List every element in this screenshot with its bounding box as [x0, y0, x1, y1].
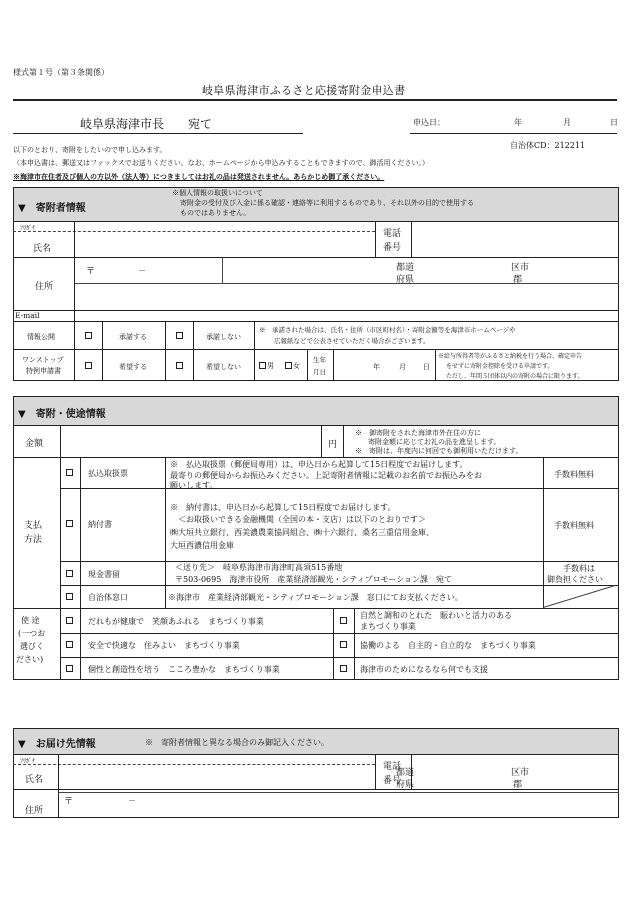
checkbox-icon[interactable]: [66, 617, 73, 624]
donor-email-field[interactable]: [76, 311, 617, 320]
onestop-note-3: ただし、年間５団体以内の寄附の場合に限ります。: [446, 373, 584, 380]
intro-line-1: 以下のとおり、寄附をしたいので申し込みます。: [13, 146, 167, 154]
method-payment-desc-2: ＜お取扱いできる金融機関（全国の本・支店）は以下のとおりです＞: [178, 515, 426, 524]
delivery-header-label: お届け先情報: [35, 739, 96, 750]
usage-label-3: 選びく: [20, 642, 44, 651]
usage-anything: 海津市のためになるなら何でも支援: [360, 665, 488, 674]
checkbox-icon[interactable]: [176, 332, 183, 339]
method-mail-desc-1: ＜送り先＞ 岐阜県海津市海津町高須515番地: [175, 563, 343, 572]
delivery-header: [18, 735, 96, 750]
onestop-note-1: ※給与所得者等がふるさと納税を行う場合、確定申告: [438, 353, 583, 360]
phone-label-1: 電話: [383, 229, 402, 239]
disclosure-label: 情報公開: [27, 333, 55, 341]
disclosure-note-1: ※ 承諾された場合は、氏名・住所（市区町村名）・寄附金額等を海津市ホームページや: [259, 326, 516, 334]
amount-label: 金額: [25, 439, 44, 449]
checkbox-icon[interactable]: [176, 362, 183, 369]
delivery-postal-mark: 〒: [64, 797, 74, 807]
usage-cooperation: 協働のよる 自主的・自立的な まちづくり事業: [360, 641, 536, 650]
checkbox-icon[interactable]: [340, 617, 347, 624]
prefecture-label-1: 都道: [396, 263, 415, 273]
donation-header: [18, 405, 106, 420]
method-payment-desc-3: ㈱大垣共立銀行、西美濃農業協同組合、㈱十六銀行、桑名三重信用金庫、: [170, 528, 434, 537]
amount-note-2: 寄附金額に応じてお礼の品を進呈します。: [368, 438, 501, 446]
donor-address-field[interactable]: [76, 285, 617, 309]
usage-nature-2: まちづくり事業: [360, 622, 416, 631]
checkbox-icon[interactable]: [66, 593, 73, 600]
address-label: 住所: [35, 282, 54, 292]
disclosure-deny: 承諾しない: [206, 333, 241, 341]
method-transfer-slip: 払込取扱票: [88, 469, 128, 478]
method-payment-desc-4: 大垣西濃信用金庫: [170, 541, 234, 550]
delivery-phone-2: 番号: [383, 776, 402, 786]
privacy-note-3: ものではありません。: [180, 209, 251, 217]
usage-health: だれもが健康で 笑顔あふれる まちづくり事業: [88, 617, 264, 626]
gender-male: 男: [267, 362, 274, 370]
method-payment-desc-1: ※ 納付書は、申込日から起算して15日程度でお届けします。: [170, 503, 396, 512]
birth-day[interactable]: 日: [423, 363, 430, 371]
title-rule: [13, 99, 617, 101]
delivery-pref-1: 都道: [396, 768, 415, 778]
notice-text: ※海津市在住者及び個人の方以外（法人等）につきましてはお礼の品は発送されません。あらかじめ御了承ください。: [13, 172, 385, 181]
triangle-down-icon: ▼: [18, 739, 26, 750]
checkbox-icon[interactable]: [66, 570, 73, 577]
checkbox-icon[interactable]: [66, 641, 73, 648]
date-underline: [410, 133, 617, 134]
donation-header-label: 寄附・使途情報: [35, 409, 106, 420]
yen-label: 円: [328, 440, 338, 450]
delivery-furigana-label: ﾌﾘｶﾞﾅ: [20, 758, 36, 765]
delivery-postal-dash: －: [128, 796, 136, 805]
gender-female: 女: [293, 362, 300, 370]
furigana-label: ﾌﾘｶﾞﾅ: [20, 225, 36, 232]
amount-note-1: ※ 御寄附をされた海津市外在住の方に: [355, 429, 481, 437]
method-transfer-fee: 手数料無料: [554, 470, 594, 479]
donor-header: [18, 199, 86, 214]
donor-name-field[interactable]: [76, 232, 373, 256]
city-label-2: 郡: [513, 275, 523, 285]
amount-note-3: ※ 寄附は、年度内に何回でも御利用いただけます。: [355, 447, 523, 455]
birth-year[interactable]: 年: [373, 363, 380, 371]
delivery-name-label: 氏名: [25, 775, 44, 785]
disclosure-approve: 承諾する: [119, 333, 147, 341]
method-transfer-desc-3: 願いします。: [170, 481, 218, 490]
delivery-city-1: 区市: [511, 768, 530, 778]
delivery-name-field[interactable]: [60, 765, 373, 788]
delivery-city-2: 郡: [513, 780, 523, 790]
addressee-underline: [13, 133, 303, 134]
method-payment-slip: 納付書: [88, 520, 112, 529]
payment-label-2: 方法: [24, 535, 43, 545]
checkbox-icon[interactable]: [85, 362, 92, 369]
donor-phone-field[interactable]: [413, 222, 617, 256]
usage-culture: 個性と創造性を培う こころ豊かな まちづくり事業: [88, 665, 280, 674]
apply-date-year[interactable]: 年: [514, 118, 522, 127]
postal-dash: －: [138, 266, 146, 275]
usage-label-1: 使 途: [21, 616, 40, 625]
delivery-pref-2: 府県: [396, 780, 415, 790]
addressee: 岐阜県海津市長 宛て: [80, 117, 213, 131]
phone-label-2: 番号: [383, 243, 402, 253]
method-payment-fee: 手数料無料: [554, 521, 594, 530]
delivery-phone-1: 電話: [383, 762, 402, 772]
usage-label-2: (一つお: [18, 629, 46, 638]
method-counter-desc: ※海津市 産業経済部観光・シティプロモーション課 窓口にてお支払ください。: [168, 593, 463, 602]
triangle-down-icon: ▼: [18, 409, 26, 420]
method-mail-fee-2: 御負担ください: [547, 575, 603, 584]
birth-label-1: 生年: [313, 356, 326, 364]
city-label-1: 区市: [511, 263, 530, 273]
onestop-label-2: 特例申請書: [26, 367, 61, 375]
delivery-note: ※ 寄附者情報と異なる場合のみ御記入ください。: [145, 738, 329, 747]
postal-mark: 〒: [86, 267, 96, 277]
apply-date-day[interactable]: 日: [610, 118, 618, 127]
method-registered-mail: 現金書留: [88, 570, 120, 579]
apply-date-month[interactable]: 月: [563, 118, 571, 127]
checkbox-icon[interactable]: [66, 665, 73, 672]
usage-safety: 安全で快適な 住みよい まちづくり事業: [88, 641, 240, 650]
privacy-note-1: ※個人情報の取扱いについて: [172, 189, 263, 197]
form-number: 様式第１号（第３条関係）: [13, 68, 109, 77]
privacy-note-2: 寄附金の受付及び入金に係る確認・連絡等に利用するものであり、それ以外の目的で使用する: [180, 199, 474, 207]
onestop-not-want: 希望しない: [206, 363, 241, 371]
amount-field[interactable]: [62, 427, 319, 456]
checkbox-icon[interactable]: [66, 520, 73, 527]
onestop-note-2: をせずに寄附金控除を受ける申請です。: [446, 363, 554, 370]
birth-month[interactable]: 月: [399, 363, 406, 371]
checkbox-icon[interactable]: [66, 469, 73, 476]
usage-label-4: ださい): [16, 655, 44, 664]
method-transfer-desc-1: ※ 払込取扱票（郵便局専用）は、申込日から起算して15日程度でお届けします。: [170, 460, 468, 469]
checkbox-icon[interactable]: [259, 362, 266, 369]
checkbox-icon[interactable]: [285, 362, 292, 369]
email-label: E-mail: [15, 311, 40, 320]
onestop-label-1: ワンストップ: [22, 356, 64, 364]
disclosure-note-2: 広報紙などで公表させていただく場合がございます。: [274, 337, 430, 345]
prefecture-label-2: 府県: [396, 275, 415, 285]
method-transfer-desc-2: 最寄りの郵便局からお振込みください。上記寄附者情報に記載のお名前でお振込みをお: [170, 471, 482, 480]
payment-label-1: 支払: [24, 521, 43, 531]
method-counter: 自治体窓口: [88, 593, 128, 602]
checkbox-icon[interactable]: [85, 332, 92, 339]
checkbox-icon[interactable]: [340, 665, 347, 672]
usage-nature-1: 自然と調和のとれた 賑わいと活力のある: [360, 611, 512, 620]
checkbox-icon[interactable]: [340, 641, 347, 648]
method-mail-desc-2: 〒503-0695 海津市役所 産業経済部観光・シティプロモーション課 宛て: [175, 575, 453, 584]
name-label: 氏名: [33, 244, 52, 254]
intro-line-2: （本申込書は、郵送又はファックスでお送りください。なお、ホームページから申込みすることもできますので、御活用ください。）: [13, 159, 430, 167]
donor-header-label: 寄附者情報: [35, 203, 86, 214]
page-title: 岐阜県海津市ふるさと応援寄附金申込書: [202, 84, 406, 97]
delivery-address-label: 住所: [25, 806, 44, 816]
method-mail-fee-1: 手数料は: [563, 564, 595, 573]
apply-date-label: 申込日：: [413, 118, 445, 127]
municipality-code: 自治体CD：212211: [510, 141, 586, 150]
triangle-down-icon: ▼: [18, 203, 26, 214]
delivery-address-field[interactable]: [60, 806, 617, 817]
birth-label-2: 月日: [313, 368, 326, 376]
onestop-want: 希望する: [119, 363, 147, 371]
